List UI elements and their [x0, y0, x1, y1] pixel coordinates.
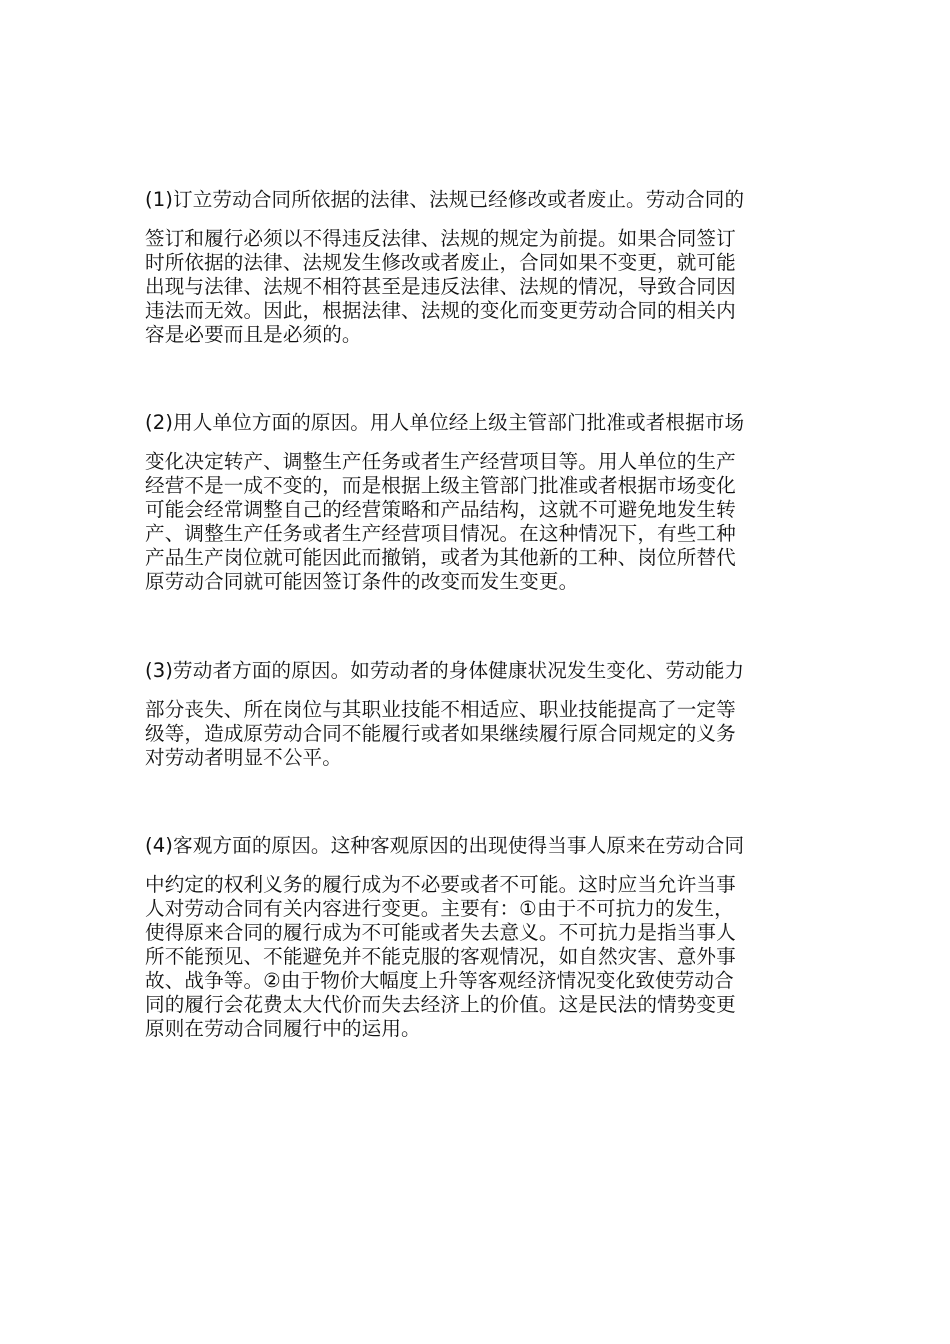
paragraph-line: 违法而无效。因此，根据法律、法规的变化而变更劳动合同的相关内 — [145, 299, 736, 322]
paragraph-line: 级等，造成原劳动合同不能履行或者如果继续履行原合同规定的义务 — [145, 722, 736, 745]
paragraph-line: 原则在劳动合同履行中的运用。 — [145, 1017, 421, 1040]
paragraph-3 — [145, 659, 807, 770]
paragraph-line: 时所依据的法律、法规发生修改或者废止，合同如果不变更，就可能 — [145, 251, 736, 274]
paragraph-heading-line: (4)客观方面的原因。这种客观原因的出现使得当事人原来在劳动合同 — [145, 834, 745, 857]
paragraph-line: 经营不是一成不变的，而是根据上级主管部门批准或者根据市场变化 — [145, 474, 736, 497]
paragraph-line: 中约定的权利义务的履行成为不必要或者不可能。这时应当允许当事 — [145, 873, 736, 896]
paragraph-2 — [145, 411, 807, 594]
paragraph-line: 原劳动合同就可能因签订条件的改变而发生变更。 — [145, 570, 579, 593]
paragraph-line: 容是必要而且是必须的。 — [145, 323, 362, 346]
paragraph-line: 产品生产岗位就可能因此而撤销，或者为其他新的工种、岗位所替代 — [145, 546, 736, 569]
paragraph-line: 故、战争等。②由于物价大幅度上升等客观经济情况变化致使劳动合 — [145, 969, 734, 992]
paragraph-heading-line: (3)劳动者方面的原因。如劳动者的身体健康状况发生变化、劳动能力 — [145, 659, 745, 682]
paragraph-line: 可能会经常调整自己的经营策略和产品结构，这就不可避免地发生转 — [145, 498, 736, 521]
paragraph-line: 部分丧失、所在岗位与其职业技能不相适应、职业技能提高了一定等 — [145, 698, 736, 721]
paragraph-line: 产、调整生产任务或者生产经营项目情况。在这种情况下，有些工种 — [145, 522, 736, 545]
paragraph-line: 签订和履行必须以不得违反法律、法规的规定为前提。如果合同签订 — [145, 227, 736, 250]
paragraph-4 — [145, 834, 807, 1041]
paragraph-line: 所不能预见、不能避免并不能克服的客观情况，如自然灾害、意外事 — [145, 945, 736, 968]
paragraph-line: 同的履行会花费太大代价而失去经济上的价值。这是民法的情势变更 — [145, 993, 736, 1016]
paragraph-line: 出现与法律、法规不相符甚至是违反法律、法规的情况，导致合同因 — [145, 275, 736, 298]
paragraph-line: 对劳动者明显不公平。 — [145, 746, 342, 769]
paragraph-line: 变化决定转产、调整生产任务或者生产经营项目等。用人单位的生产 — [145, 450, 736, 473]
paragraph-line: 人对劳动合同有关内容进行变更。主要有：①由于不可抗力的发生， — [145, 897, 734, 920]
paragraph-heading-line: (1)订立劳动合同所依据的法律、法规已经修改或者废止。劳动合同的 — [145, 188, 745, 211]
paragraph-heading-line: (2)用人单位方面的原因。用人单位经上级主管部门批准或者根据市场 — [145, 411, 745, 434]
paragraph-1 — [145, 188, 807, 347]
paragraph-line: 使得原来合同的履行成为不可能或者失去意义。不可抗力是指当事人 — [145, 921, 736, 944]
